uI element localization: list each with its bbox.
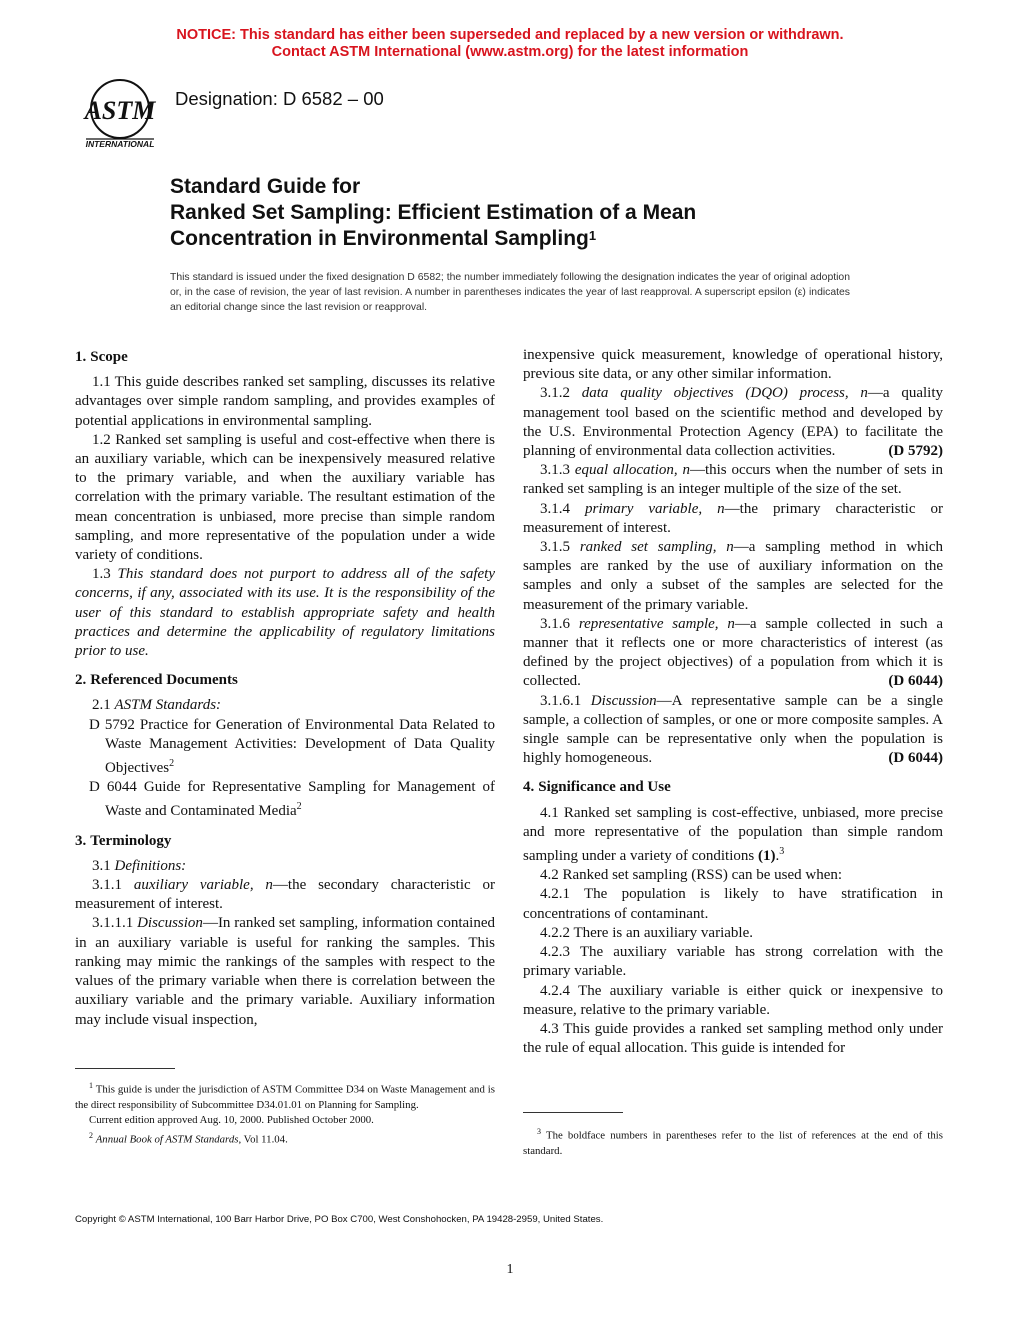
para-1-1: 1.1 This guide describes ranked set sampling, discusses its relative advantages over simple random sampling, and provides examples of potential applications in environmental sampling. (75, 374, 495, 429)
para-2-1: 2.1 ASTM Standards: (92, 697, 222, 714)
term-3-1-1: 3.1.1 auxiliary variable, n—the secondary characteristic or measurement of interest. (75, 877, 495, 913)
reference-d5792: D 5792 Practice for Generation of Environmental Data Related to Waste Management Activities: Development of Data Quality Objectives$^2$ (89, 716, 495, 777)
section-1-heading: 1. Scope (75, 349, 128, 365)
footnote-2: $^2$ Annual Book of ASTM Standards, Vol 11.04. (89, 1130, 288, 1146)
footnote-1b: Current edition approved Aug. 10, 2000. Published October 2000. (89, 1113, 374, 1126)
para-3-1: 3.1 Definitions: (92, 857, 187, 874)
para-1-3: 1.3 This standard does not purport to address all of the safety concerns, if any, associated with its use. It is the responsibility of the user of this standard to establish appropriate safety and health practices and determine the applicability of regulatory limitations prior to use. (75, 566, 496, 660)
notice-line-1: NOTICE: This standard has either been superseded and replaced by a new version or withdrawn. (176, 27, 844, 43)
svg-text:INTERNATIONAL: INTERNATIONAL (85, 139, 155, 149)
svg-text:ASTM: ASTM (84, 96, 156, 125)
para-4-2-2: 4.2.2 There is an auxiliary variable. (540, 924, 753, 941)
document-title (170, 174, 696, 252)
para-4-2-4: 4.2.4 The auxiliary variable is either quick or inexpensive to measure, relative to the primary variable. (523, 982, 943, 1018)
term-3-1-1-1-continued: inexpensive quick measurement, knowledge of operational history, previous site data, or any other similar information. (523, 347, 943, 383)
para-4-2-1: 4.2.1 The population is likely to have stratification in concentrations of contaminant. (523, 886, 943, 922)
term-3-1-5: 3.1.5 ranked set sampling, n—a sampling method in which samples are ranked by the use of auxiliary information on the samples and only a subset of the samples are selected for the measurement of the primary variable. (523, 539, 943, 613)
footnotes-right (523, 1124, 943, 1159)
footnote-rule-left (75, 1068, 175, 1069)
section-4-heading: 4. Significance and Use (523, 779, 671, 796)
footnote-3: $^3$ The boldface numbers in parentheses refer to the list of references at the end of this standard. (523, 1127, 943, 1157)
astm-logo-icon (78, 75, 162, 151)
term-3-1-1-1: 3.1.1.1 Discussion—In ranked set sampling, information contained in an auxiliary variable is useful for ranking the samples. This ranking may mimic the rankings of the samples with respect to the values of the primary variable when there is correlation between the auxiliary variable and the primary variable. Auxiliary information may include visual inspection, (75, 915, 495, 1028)
designation: Designation: D 6582 – 00 (175, 88, 384, 109)
notice-line-2: Contact ASTM International (www.astm.org) for the latest information (271, 44, 749, 60)
issued-note: This standard is issued under the fixed designation D 6582; the number immediately following the designation indicates the year of original adoption or, in the case of revision, the year of last revision. A number in parentheses indicates the year of last reapproval. A superscript epsilon (ε) indicates an editorial change since the last revision or reapproval. (170, 272, 850, 313)
section-3-heading: 3. Terminology (75, 832, 172, 849)
page-number: 1 (506, 1262, 514, 1277)
left-column (75, 346, 495, 1030)
section-2-heading: 2. Referenced Documents (75, 672, 238, 689)
footnote-rule-right (523, 1112, 623, 1113)
withdrawal-notice (0, 27, 1020, 61)
title-line-2: Ranked Set Sampling: Efficient Estimation of a Mean (170, 201, 697, 224)
para-1-2: 1.2 Ranked set sampling is useful and cost-effective when there is an auxiliary variable, which can be inexpensively measured relative to the primary variable, and when the auxiliary variable has correlation with the primary variable. The resultant estimation of the mean concentration is unbiased, more precise than simple random sampling, and more representative of the population under a wide variety of conditions. (75, 431, 495, 564)
para-4-3: 4.3 This guide provides a ranked set sampling method only under the rule of equal allocation. This guide is intended for (523, 1020, 943, 1057)
title-line-3: Concentration in Environmental Sampling$^1$ (170, 227, 597, 250)
para-4-2-3: 4.2.3 The auxiliary variable has strong correlation with the primary variable. (523, 944, 943, 980)
copyright-line: Copyright © ASTM International, 100 Barr Harbor Drive, PO Box C700, West Conshohocken, PA 19428-2959, United States. (75, 1214, 604, 1225)
term-3-1-6: 3.1.6 representative sample, n—a sample collected in such a manner that it reflects one or more characteristics of interest (as defined by the project objectives) of a population from which it is collected. (D 6044) (523, 615, 944, 690)
para-4-2: 4.2 Ranked set sampling (RSS) can be used when: (540, 867, 843, 884)
footnote-1: $^1$ This guide is under the jurisdiction of ASTM Committee D34 on Waste Management and is the direct responsibility of Subcommittee D34.01.01 on Planning for Sampling. (75, 1081, 495, 1111)
term-3-1-6-1: 3.1.6.1 Discussion—A representative sample can be a single sample, a collection of samples, or one or more composite samples. A single sample can be representative only when the population is highly homogeneous. (D 6044) (523, 692, 943, 767)
right-column (523, 346, 943, 1058)
footnotes-left (75, 1078, 495, 1147)
para-4-1: 4.1 Ranked set sampling is cost-effective, unbiased, more precise and more representative of the population than simple random sampling under a variety of conditions (1).$^3$ (523, 804, 943, 865)
title-line-1: Standard Guide for (170, 175, 361, 198)
term-3-1-4: 3.1.4 primary variable, n—the primary characteristic or measurement of interest. (523, 500, 944, 536)
reference-d6044: D 6044 Guide for Representative Sampling for Management of Waste and Contaminated Media$^2$ (89, 779, 495, 820)
term-3-1-2: 3.1.2 data quality objectives (DQO) process, n—a quality management tool based on the scientific method and developed by the U.S. Environmental Protection Agency (EPA) to facilitate the planning of environmental data collection activities. (D 5792) (523, 385, 943, 460)
term-3-1-3: 3.1.3 equal allocation, n—this occurs when the number of sets in ranked set sampling is an integer multiple of the size of the set. (523, 462, 944, 498)
title-footnote-mark: 1 (588, 228, 597, 243)
